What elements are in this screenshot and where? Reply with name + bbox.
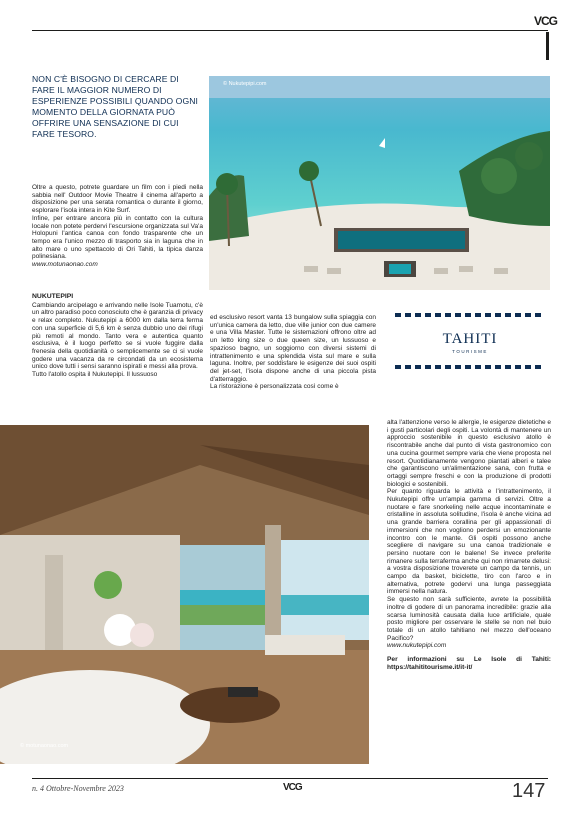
footer-logo: VCG — [283, 782, 302, 793]
paragraph: Infine, per entrare ancora più in contatto con la cultura locale non potete perdervi l'escursione organizzata sul Va'a Holopuni l'antica canoa con fondo trasparente che un tempo era l'unico mezzo di trasporto sia in laguna che in alto mare o uno spettacolo di Ori Tahiti, la tipica danza polinesiana. — [32, 214, 203, 261]
resort-aerial-photo — [209, 76, 550, 290]
ad-pattern-top — [395, 313, 545, 317]
paragraph: Per quanto riguarda le attività e l'intrattenimento, il Nukutepipi offre un'ampia gamma di servizi. Oltre a nuotare e fare snorkeling nelle acque incontaminate e cristalline in assoluta solitudine, l'isola è anche vicina ad una grande barriera corallina per gli appassionati di immersioni che non vogliono perdersi un emozionante incontro con le mante. Gli ospiti possono anche scegliere di navigare su una canoa tradizionale e persino nuotare con le balene! Se invece preferite rimanere sulla terraferma anche qui non rimarrete delusi: a vostra disposizione troverete un campo da tennis, un campo da basket, biciclette, tiro con l'arco e in alternativa, potrete godervi una lunga passeggiata immersi nella natura. — [387, 488, 551, 596]
column-1-intro — [32, 184, 203, 269]
ad-tagline: TOURISME — [452, 349, 488, 354]
paragraph: Cambiando arcipelago e arrivando nelle Isole Tuamotu, c'è un altro paradiso poco conosciuto che è garanzia di privacy e relax completo. Nukutepipi a 6000 km dalla terra ferma con una superficie di 5,6 km è senza dubbio uno dei rifugi più remoti al mondo. Tanto vera e autentica quanto esclusiva, è il luogo perfetto se si vuole fuggire dalla frenesia della quotidianità o semplicemente se ci si vuole godere una vacanza da re circondati da un ecosistema unico dove tutti i sensi saranno ispirati e messi alla prova. — [32, 301, 203, 371]
column-2 — [210, 314, 376, 391]
tahiti-tourisme-ad[interactable] — [389, 313, 551, 369]
tahiti-info[interactable]: Per informazioni su Le Isole di Tahiti: https://tahititourisme.it/it-it/ — [387, 656, 551, 672]
section-heading: NUKUTEPIPI — [32, 293, 74, 300]
interior-illustration — [0, 425, 369, 764]
paragraph: Se questo non sarà sufficiente, avrete la possibilità inoltre di godere di un panorama incredibile: grazie alla scarsa luminosità causata dalla luce artificiale, quale posto migliore per osservare le stelle se non nel buio totale di un atollo tahitiano nel mezzo dell'oceano Pacifico? — [387, 596, 551, 642]
footer-rule — [32, 778, 548, 779]
paragraph: alta l'attenzione verso le allergie, le esigenze dietetiche e i gusti particolari degli ospiti. La volontà di mantenere un approccio sostenibile in questo esclusivo atollo è riscontrabile anche dal punto di vista gastronomico con una cucina gourmet sempre varia che viene proposta nel resort. Quotidianamente vengono piantati alberi e talee che garantiscono un'alimentazione sana, con frutta e ortaggi sempre freschi e con la produzione di prodotti biologici e sostenibili. — [387, 419, 551, 488]
paragraph: Oltre a questo, potrete guardare un film con i piedi nella sabbia nell' Outdoor Movie Theatre il cinema all'aperto a disposizione per una serata romantica o durante il giorno, esplorare l'isola intera in Kite Surf. — [32, 184, 203, 215]
aerial-illustration — [209, 76, 550, 290]
paragraph: Tutto l'atollo ospita il Nukutepipi. Il lussuoso — [32, 371, 158, 379]
link-motunaonao[interactable]: www.motunaonao.com — [32, 261, 98, 269]
ad-brand: TAHITI — [442, 331, 498, 347]
vertical-bar — [546, 32, 549, 60]
paragraph: La ristorazione è personalizzata così come è — [210, 383, 339, 391]
column-1-nukutepipi — [32, 293, 203, 379]
photo-credit-bottom: © motunaonao.com — [20, 743, 69, 749]
resort-interior-photo — [0, 425, 369, 764]
magazine-logo: VCG — [534, 14, 558, 28]
ad-pattern-bottom — [395, 365, 545, 369]
paragraph: ed esclusivo resort vanta 13 bungalow sulla spiaggia con un'unica camera da letto, due ville junior con due camere e una Villa Master. Tutte le sistemazioni offrono oltre ad un letto king size o due queen size, un lussuoso e spazioso bagno, un soggiorno con diversi sistemi di intrattenimento e una splendida vista sul mare e sulla laguna. Inoltre, per soddisfare le esigenze dei suoi ospiti del jet-set, l'isola dispone anche di una piccola pista d'atterraggio. — [210, 314, 376, 383]
page-number: 147 — [512, 780, 546, 802]
column-3 — [387, 419, 551, 672]
pull-quote: NON C'È BISOGNO DI CERCARE DI FARE IL MAGGIOR NUMERO DI ESPERIENZE POSSIBILI QUANDO OGNI MOMENTO DELLA GIORNATA PUÒ OFFRIRE UNA SENSAZIONE DI CUI FARE TESORO. — [32, 74, 199, 139]
top-rule — [32, 30, 548, 31]
issue-label: n. 4 Ottobre-Novembre 2023 — [32, 784, 124, 793]
link-nukutepipi[interactable]: www.nukutepipi.com — [387, 642, 447, 650]
photo-credit-top: © Nukutepipi.com — [223, 81, 267, 87]
